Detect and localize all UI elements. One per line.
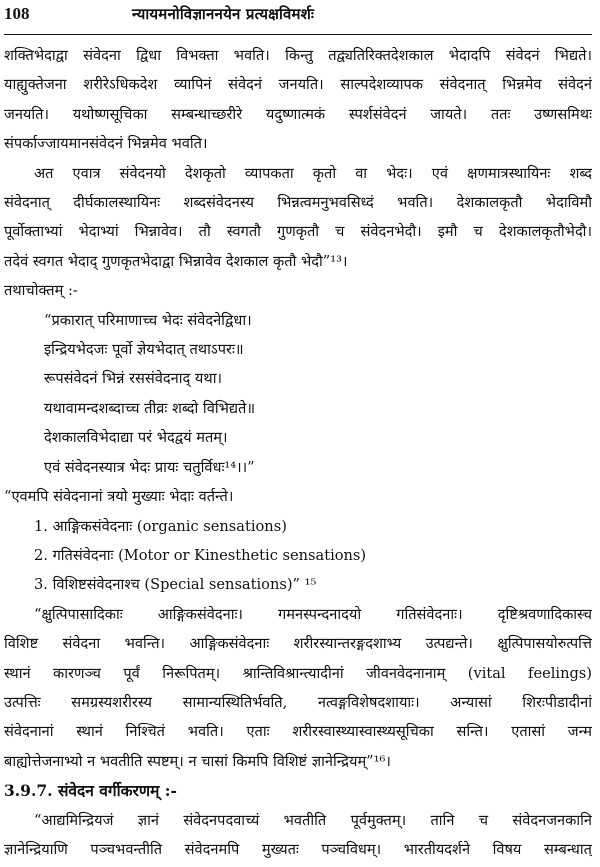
text-line: तदेवं स्वगत भेदाद् गुणकृतभेदाद्वा भिन्नावेव देशकाल कृतौ भेदौ”¹³। — [4, 252, 348, 270]
text-line: बाह्योत्तेजनाभ्यो न भवतीति स्पष्टम्। न चासां किमपि विशिष्टं ज्ञानेन्द्रियम्”¹⁶। — [4, 752, 391, 770]
text-line: यथावामन्दशब्दाच्च तीव्रः शब्दो विभिद्यते॥ — [44, 399, 256, 417]
text-line: ज्ञानेन्द्रियाणि पञ्चभवन्तीति संवेदनमपि मुख्यतः पञ्चविधम्। भारतीयदर्शने विषय सम्बन्धात् — [4, 840, 592, 858]
text-line: 3. विशिष्टसंवेदनाश्च (Special sensations)” ¹⁵ — [34, 576, 317, 594]
text-line: 1. आङ्गिकसंवेदनाः (organic sensations) — [34, 517, 287, 535]
text-line: “एवमपि संवेदनानां त्रयो मुख्याः भेदाः वर्तन्ते। — [4, 488, 234, 506]
text-line: अत एवात्र संवेदनयो देशकृतो व्यापकता कृतो वा भेदः। एवं क्षणमात्रस्थायिनः शब्द — [34, 164, 592, 182]
page-number: 108 — [4, 4, 30, 23]
body-text — [4, 41, 592, 864]
text-line: रूपसंवेदनं भिन्नं रससंवेदनाद् यथा। — [44, 370, 223, 388]
text-line: “क्षुत्पिपासादिकाः आङ्गिकसंवेदनाः। गमनस्पन्दनादयो गतिसंवेदनाः। दृष्टिश्रवणादिकास्च — [34, 605, 592, 623]
text-line: जनयति। यथोष्णसूचिका सम्बन्धाच्छरीरे यदुष्णात्मकं स्पर्शसंवेदनं जायते। ततः उष्णसमिथः — [4, 105, 592, 123]
text-line: तथाचोक्तम् :- — [4, 282, 78, 300]
text-line: देशकालविभेदाद्या परं भेदद्वयं मतम्। — [44, 429, 228, 447]
text-line: स्थानं कारणञ्च पूर्वं निरूपितम्। श्रान्तिविश्रान्त्यादीनां जीवनवेदनानाम् (vital feelings) — [4, 664, 592, 682]
text-line: संवेदनानां स्थानं निश्चितं भवति। एताः शरीरस्वास्थ्यास्वास्थ्यसूचिका सन्ति। एतासां जन्म — [4, 723, 592, 741]
text-line: उत्पत्तिः समग्रस्यशरीरस्य सामान्यस्थितिर्भवति, नत्वङ्गविशेषदशायाः। अन्यासां शिरःपीडादीनां — [4, 693, 592, 711]
text-line: शक्तिभेदाद्वा संवेदना द्विधा विभक्ता भवति। किन्तु तद्व्यतिरिक्तदेशकाल भेदादपि संवेदनं भिद्यते। — [4, 47, 592, 64]
text-line: विशिष्ट संवेदना भवन्ति। आङ्गिकसंवेदनाः शरीरस्यान्तरङ्गदशाभ्य उत्पद्यन्ते। क्षुत्पिपासयोरुत्पत्ति — [4, 635, 592, 653]
text-line: पूर्वोक्ताभ्यां भेदाभ्यां भिन्नावेव। तौ स्वगतौ गुणकृतौ च संवेदनभेदौ। इमौ च देशकालकृतौभेदौ। — [4, 223, 592, 241]
text-line: संपर्काज्जायमानसंवेदनं भिन्नमेव भवति। — [4, 135, 208, 153]
text-line: संवेदनात् दीर्घकालस्थायिनः शब्दसंवेदनस्य भिन्नत्वमनुभवसिध्दं भवति। देशकालकृतौ भेदाविमौ — [4, 194, 592, 212]
text-line: 2. गतिसंवेदनाः (Motor or Kinesthetic sensations) — [34, 546, 367, 564]
text-line: “प्रकारात् परिमाणाच्च भेदः संवेदनेद्विधा। — [44, 311, 252, 329]
text-line: इन्द्रियभेदजः पूर्वो ज्ञेयभेदात् तथाऽपरः॥ — [44, 341, 244, 359]
text-line: “आद्यमिन्द्रियजं ज्ञानं संवेदनपदवाच्यं भवतीति पूर्वमुक्तम्। तानि च संवेदनजनकानि — [34, 811, 592, 829]
text-line: याह्युक्तेजना शरीरेऽधिकदेश व्यापिनं संवेदनं जनयति। साल्पदेशव्यापक संवेदनात् भिन्नमेव संवेदनं — [4, 76, 592, 94]
section-heading: 3.9.7. संवेदन वर्गीकरणम् :- — [4, 781, 177, 801]
page-header — [4, 4, 592, 35]
text-line: एवं संवेदनस्यात्र भेदः प्रायः चतुर्विधः¹⁴।।” — [44, 458, 255, 476]
running-title: न्यायमनोविज्ञाननयेन प्रत्यक्षविमर्शः — [132, 5, 315, 23]
